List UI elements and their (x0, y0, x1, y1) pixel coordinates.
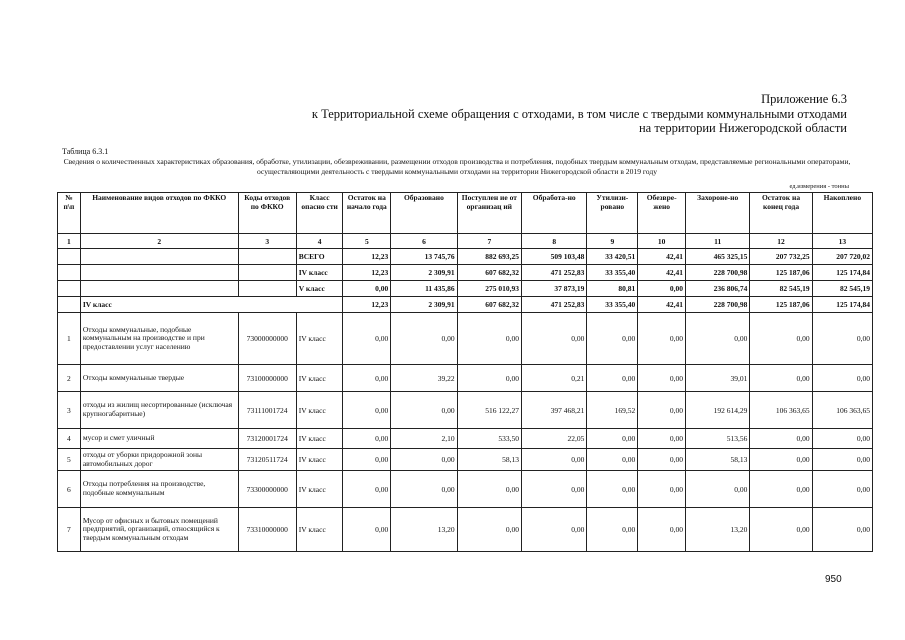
value-cell: 0,00 (522, 449, 587, 471)
value-cell: 192 614,29 (686, 392, 750, 429)
value-cell: 125 187,06 (750, 265, 812, 281)
waste-name: мусор и смет уличный (80, 429, 238, 449)
row-number: 6 (58, 471, 81, 508)
hazard-class: IV класс (296, 392, 343, 429)
value-cell: 0,00 (812, 313, 872, 365)
value-cell: 0,00 (457, 471, 521, 508)
waste-name: Мусор от офисных и бытовых помещений предприятий, организаций, относящийся к твердым коммунальным отходам (80, 508, 238, 552)
value-cell: 33 420,51 (587, 249, 638, 265)
page-number: 950 (825, 574, 842, 585)
table-description: Сведения о количественных характеристиках образования, обработке, утилизации, обезвреживании, размещении отходов производства и потребления, подобных твердым коммунальным отходам, представляемые региональными операторами, осуществляющими деятельность с твердыми коммунальными отходами на территории Нижегородской области в 2019 году (63, 157, 851, 176)
value-cell: 0,00 (391, 471, 457, 508)
value-cell: 607 682,32 (457, 265, 521, 281)
value-cell: 882 693,25 (457, 249, 521, 265)
value-cell: 125 174,84 (812, 297, 872, 313)
column-number: 2 (80, 234, 238, 249)
hazard-class: IV класс (296, 449, 343, 471)
header-cell: Класс опасно сти (296, 193, 343, 234)
column-number-row (58, 234, 873, 249)
value-cell: 125 174,84 (812, 265, 872, 281)
value-cell: 33 355,40 (587, 297, 638, 313)
table-number: Таблица 6.3.1 (62, 147, 109, 156)
value-cell: 0,00 (587, 313, 638, 365)
value-cell: 0,00 (343, 365, 391, 392)
value-cell: 509 103,48 (522, 249, 587, 265)
value-cell: 0,00 (343, 392, 391, 429)
value-cell: 0,00 (638, 429, 686, 449)
header-cell: Утилизи-ровано (587, 193, 638, 234)
row-number: 4 (58, 429, 81, 449)
appendix-title: Приложение 6.3 (761, 92, 847, 106)
waste-code: 73120511724 (238, 449, 296, 471)
value-cell: 0,00 (750, 429, 812, 449)
value-cell: 22,05 (522, 429, 587, 449)
value-cell: 0,00 (343, 429, 391, 449)
table-row (58, 429, 873, 449)
header-cell: Образовано (391, 193, 457, 234)
row-number: 5 (58, 449, 81, 471)
value-cell: 106 363,65 (812, 392, 872, 429)
value-cell: 513,56 (686, 429, 750, 449)
value-cell: 0,00 (391, 313, 457, 365)
value-cell: 0,00 (750, 449, 812, 471)
value-cell: 0,00 (812, 471, 872, 508)
value-cell: 0,00 (343, 313, 391, 365)
value-cell: 0,00 (587, 471, 638, 508)
header-cell: № п\п (58, 193, 81, 234)
table-row (58, 365, 873, 392)
value-cell: 0,00 (812, 508, 872, 552)
summary-row-class-v (58, 281, 873, 297)
value-cell: 0,00 (522, 508, 587, 552)
header-cell: Поступлен ие от организац ий (457, 193, 521, 234)
waste-code: 73111001724 (238, 392, 296, 429)
summary-label: ВСЕГО (296, 249, 343, 265)
value-cell: 0,00 (457, 508, 521, 552)
hazard-class: IV класс (296, 429, 343, 449)
value-cell: 2 309,91 (391, 297, 457, 313)
value-cell: 13,20 (686, 508, 750, 552)
value-cell: 2,10 (391, 429, 457, 449)
table-row (58, 471, 873, 508)
summary-label: V класс (296, 281, 343, 297)
row-number: 3 (58, 392, 81, 429)
value-cell: 0,00 (638, 281, 686, 297)
value-cell: 13,20 (391, 508, 457, 552)
value-cell: 0,00 (750, 508, 812, 552)
value-cell: 0,00 (587, 429, 638, 449)
column-number: 7 (457, 234, 521, 249)
header-cell: Обработа-но (522, 193, 587, 234)
value-cell: 607 682,32 (457, 297, 521, 313)
value-cell: 471 252,83 (522, 297, 587, 313)
value-cell: 0,00 (391, 449, 457, 471)
value-cell: 58,13 (686, 449, 750, 471)
value-cell: 0,00 (750, 365, 812, 392)
table-row (58, 392, 873, 429)
value-cell: 42,41 (638, 249, 686, 265)
value-cell: 0,00 (343, 281, 391, 297)
value-cell: 0,00 (587, 449, 638, 471)
class-group-row (58, 297, 873, 313)
value-cell: 0,00 (587, 365, 638, 392)
value-cell: 82 545,19 (812, 281, 872, 297)
column-number: 3 (238, 234, 296, 249)
waste-name: Отходы коммунальные твердые (80, 365, 238, 392)
value-cell: 0,00 (750, 313, 812, 365)
units-label: ед.измерения - тонны (789, 183, 849, 190)
value-cell: 0,00 (638, 508, 686, 552)
value-cell: 125 187,06 (750, 297, 812, 313)
value-cell: 33 355,40 (587, 265, 638, 281)
header-cell: Коды отходов по ФККО (238, 193, 296, 234)
header-cell: Остаток на конец года (750, 193, 812, 234)
value-cell: 0,00 (343, 508, 391, 552)
value-cell: 228 700,98 (686, 297, 750, 313)
value-cell: 13 745,76 (391, 249, 457, 265)
column-number: 6 (391, 234, 457, 249)
value-cell: 0,00 (812, 429, 872, 449)
value-cell: 11 435,86 (391, 281, 457, 297)
value-cell: 0,00 (750, 471, 812, 508)
value-cell: 0,00 (522, 471, 587, 508)
column-number: 1 (58, 234, 81, 249)
column-number: 10 (638, 234, 686, 249)
waste-code: 73300000000 (238, 471, 296, 508)
value-cell: 80,81 (587, 281, 638, 297)
value-cell: 58,13 (457, 449, 521, 471)
header-cell: Захороне-но (686, 193, 750, 234)
value-cell: 12,23 (343, 265, 391, 281)
value-cell: 42,41 (638, 297, 686, 313)
value-cell: 0,00 (343, 449, 391, 471)
value-cell: 471 252,83 (522, 265, 587, 281)
row-number: 2 (58, 365, 81, 392)
column-number: 5 (343, 234, 391, 249)
value-cell: 0,00 (638, 313, 686, 365)
value-cell: 516 122,27 (457, 392, 521, 429)
value-cell: 0,00 (686, 471, 750, 508)
column-number: 9 (587, 234, 638, 249)
column-number: 12 (750, 234, 812, 249)
column-number: 4 (296, 234, 343, 249)
value-cell: 106 363,65 (750, 392, 812, 429)
value-cell: 275 010,93 (457, 281, 521, 297)
summary-row-total (58, 249, 873, 265)
summary-row-class-iv (58, 265, 873, 281)
column-number: 13 (812, 234, 872, 249)
value-cell: 12,23 (343, 249, 391, 265)
value-cell: 12,23 (343, 297, 391, 313)
value-cell: 39,01 (686, 365, 750, 392)
waste-name: Отходы коммунальные, подобные коммунальным на производстве и при предоставлении услуг населению (80, 313, 238, 365)
class-group-label: IV класс (80, 297, 343, 313)
row-number: 7 (58, 508, 81, 552)
value-cell: 0,00 (457, 365, 521, 392)
header-cell: Обезвре-жено (638, 193, 686, 234)
waste-name: Отходы потребления на производстве, подобные коммунальным (80, 471, 238, 508)
value-cell: 0,21 (522, 365, 587, 392)
hazard-class: IV класс (296, 365, 343, 392)
value-cell: 0,00 (522, 313, 587, 365)
value-cell: 533,50 (457, 429, 521, 449)
waste-code: 73100000000 (238, 365, 296, 392)
table-row (58, 508, 873, 552)
waste-table (57, 192, 873, 552)
header-cell: Остаток на начало года (343, 193, 391, 234)
value-cell: 37 873,19 (522, 281, 587, 297)
table-row (58, 313, 873, 365)
header-cell: Накоплено (812, 193, 872, 234)
header-row (58, 193, 873, 234)
hazard-class: IV класс (296, 508, 343, 552)
summary-label: IV класс (296, 265, 343, 281)
value-cell: 0,00 (812, 365, 872, 392)
waste-code: 73120001724 (238, 429, 296, 449)
hazard-class: IV класс (296, 313, 343, 365)
value-cell: 0,00 (638, 392, 686, 429)
value-cell: 0,00 (587, 508, 638, 552)
header-cell: Наименование видов отходов по ФККО (80, 193, 238, 234)
waste-code: 73310000000 (238, 508, 296, 552)
appendix-heading (247, 92, 847, 136)
waste-code: 73000000000 (238, 313, 296, 365)
value-cell: 0,00 (343, 471, 391, 508)
value-cell: 0,00 (391, 392, 457, 429)
value-cell: 42,41 (638, 265, 686, 281)
value-cell: 0,00 (638, 471, 686, 508)
value-cell: 207 732,25 (750, 249, 812, 265)
value-cell: 169,52 (587, 392, 638, 429)
row-number: 1 (58, 313, 81, 365)
table-row (58, 449, 873, 471)
value-cell: 0,00 (638, 365, 686, 392)
value-cell: 39,22 (391, 365, 457, 392)
appendix-region: на территории Нижегородской области (638, 121, 847, 135)
value-cell: 0,00 (686, 313, 750, 365)
column-number: 8 (522, 234, 587, 249)
hazard-class: IV класс (296, 471, 343, 508)
value-cell: 2 309,91 (391, 265, 457, 281)
waste-name: отходы от уборки придорожной зоны автомобильных дорог (80, 449, 238, 471)
value-cell: 0,00 (457, 313, 521, 365)
appendix-subtitle: к Территориальной схеме обращения с отходами, в том числе с твердыми коммунальными отходами (311, 106, 847, 121)
waste-name: отходы из жилищ несортированные (исключая крупногабаритные) (80, 392, 238, 429)
value-cell: 207 720,02 (812, 249, 872, 265)
value-cell: 397 468,21 (522, 392, 587, 429)
column-number: 11 (686, 234, 750, 249)
value-cell: 228 700,98 (686, 265, 750, 281)
value-cell: 82 545,19 (750, 281, 812, 297)
value-cell: 465 325,15 (686, 249, 750, 265)
value-cell: 236 806,74 (686, 281, 750, 297)
value-cell: 0,00 (638, 449, 686, 471)
value-cell: 0,00 (812, 449, 872, 471)
